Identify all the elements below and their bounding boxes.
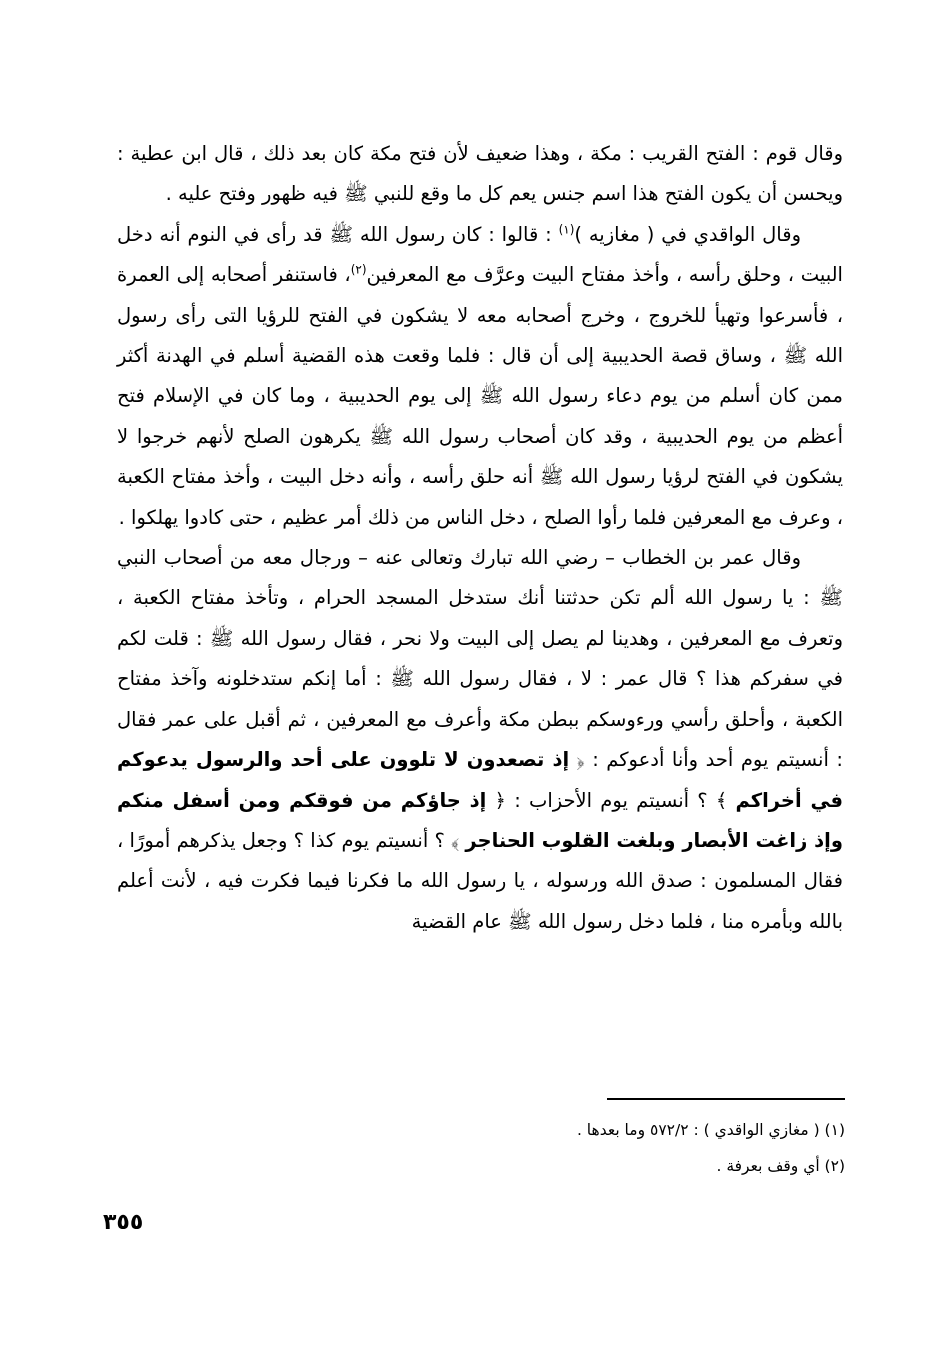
- paragraph: [117, 134, 843, 215]
- paragraph: [117, 538, 843, 942]
- quran-quote: إذ جاؤكم من فوقكم ومن أسفل منكم وإذ زاغت الأبصار وبلغت القلوب الحناجر: [117, 788, 843, 852]
- page-number: ٣٥٥: [103, 1210, 144, 1235]
- paragraph-text: ﴾ ؟ أنسيتم يوم كذا ؟ وجعل يذكرهم أمورًا ، فقال المسلمون : صدق الله ورسوله ، يا رسول الله ما فكرنا فيما فكرت فيه ، لأنت أعلم بالله وبأمره منا ، فلما دخل رسول الله ﷺ عام القضية: [117, 828, 843, 933]
- paragraph-text: ، فاستنفر أصحابه إلى العمرة ، فأسرعوا وتهيأ للخروج ، وخرج أصحابه معه لا يشكون في الفتح للرؤيا التى رأى رسول الله ﷺ ، وساق قصة الحديبية إلى أن قال : فلما وقعت هذه القضية أسلم في الهدنة أكثر ممن كان أسلم من يوم دعاء رسول الله ﷺ إلى يوم الحديبية ، وما كان في الإسلام فتح أعظم من يوم الحديبية ، وقد كان أصحاب رسول الله ﷺ يكرهون الصلح لأنهم خرجوا لا يشكون في الفتح لرؤيا رسول الله ﷺ أنه حلق رأسه ، وأنه دخل البيت ، وأخذ مفتاح الكعبة ، وعرف مع المعرفين فلما رأوا الصلح ، دخل الناس من ذلك أمر عظيم ، حتى كادوا يهلكوا .: [117, 263, 843, 529]
- footnote-ref: (١): [558, 222, 575, 237]
- paragraph-text: وقال قوم : الفتح القريب : مكة ، وهذا ضعيف لأن فتح مكة كان بعد ذلك ، قال ابن عطية : ويحسن أن يكون الفتح هذا اسم جنس يعم كل ما وقع للنبي ﷺ فيه ظهور وفتح عليه .: [117, 142, 843, 206]
- paragraph-text: : قالوا : كان رسول الله ﷺ قد رأى في النوم أنه دخل البيت ، وحلق رأسه ، وأخذ مفتاح البيت وعرَّف مع المعرفين: [117, 222, 843, 287]
- footnote: (٢) أي وقف بعرفة .: [716, 1157, 845, 1175]
- quran-quote: إذ تصعدون لا تلوون على أحد والرسول يدعوكم في أخراكم: [117, 748, 843, 812]
- footnote-ref: (٢): [350, 262, 367, 277]
- main-text: [117, 134, 843, 942]
- footnotes: [300, 1112, 845, 1184]
- paragraph-text: وقال الواقدي في ( مغازيه ): [574, 222, 801, 246]
- footnote: (١) ( مغازي الواقدي ) : ٥٧٢/٢ وما بعدها .: [576, 1121, 845, 1139]
- footnote-divider: [607, 1098, 845, 1100]
- paragraph-text: وقال عمر بن الخطاب – رضي الله تبارك وتعالى عنه – ورجال معه من أصحاب النبي ﷺ : يا رسول الله ألم تكن حدثتنا أنك ستدخل المسجد الحرام ، وتأخذ مفتاح الكعبة ، وتعرف مع المعرفين ، وهدينا لم يصل إلى البيت ولا نحر ، فقال رسول الله ﷺ : قلت لكم في سفركم هذا ؟ قال عمر : لا ، فقال رسول الله ﷺ : أما إنكم ستدخلونه وآخذ مفتاح الكعبة ، وأحلق رأسي ورءوسكم ببطن مكة وأعرف مع المعرفين ، ثم أقبل على عمر فقال : أنسيتم يوم أحد وأنا أدعوكم : ﴿: [117, 546, 843, 772]
- paragraph: [117, 215, 843, 538]
- paragraph-text: ﴾ ؟ أنسيتم يوم الأحزاب : ﴿: [486, 788, 736, 812]
